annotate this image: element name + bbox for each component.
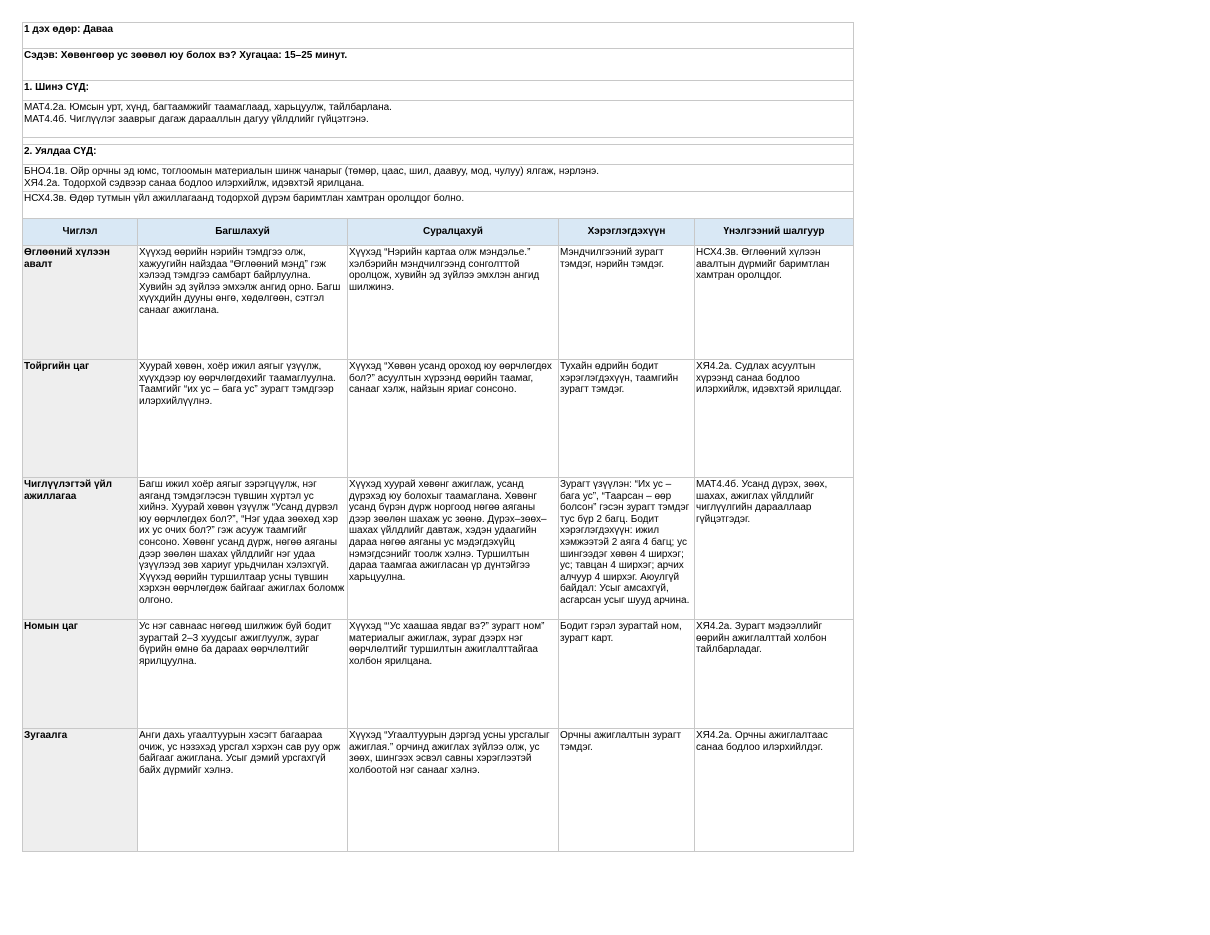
empty-row <box>23 138 854 145</box>
child-cell: Хүүхэд “‘Ус хаашаа явдаг вэ?” зурагт ном” материалыг ажиглаж, зураг дээрх нэг өөрчлөлтийг туршилтын ажиглалттайгаа холбон ярилцана. <box>348 620 559 729</box>
section2-title: 2. Уялдаа СҮД: <box>23 145 854 165</box>
materials-cell: Мэндчилгээний зурагт тэмдэг, нэрийн тэмдэг. <box>559 246 695 360</box>
criteria-cell: МАТ4.4б. Усанд дүрэх, зөөх, шахах, ажиглах үйлдлийг чиглүүлгийн дарааллаар гүйцэтгэдэг. <box>695 478 854 620</box>
child-cell: Хүүхэд хуурай хөвөнг ажиглаж, усанд дүрэхэд юу болохыг таамаглана. Хөвөнг усанд бүрэн дүрж норгоод нөгөө аяганы дээр зөөлөн шахаж ус зөөнө. Дүрэх–зөөх–шахах үйлдлийг давтаж, хэдэн удаагийн дараа нөгөө аяганы ус мэдэгдэхүйц нэмэгдсэнийг тоолж хэлнэ. Туршилтын дараа таамгаа ажигласан үр дүнтэйгээ харьцуулна. <box>348 478 559 620</box>
teacher-cell: Анги дахь угаалтуурын хэсэгт багаараа очиж, ус нэзэхэд урсгал хэрхэн сав руу орж байгааг ажиглана. Усыг дэмий урсгахгүй байх дүрмийг хэлнэ. <box>138 729 348 852</box>
topic-title: Сэдэв: Хөвөнгөөр ус зөөвөл юу болох вэ? Хугацаа: 15–25 минут. <box>23 49 854 81</box>
criteria-cell: НСХ4.3в. Өглөөний хүлээн авалтын дүрмийг баримтлан хамтран оролцдог. <box>695 246 854 360</box>
section1-line: МАТ4.2а. Юмсын урт, хүнд, багтаамжийг таамаглаад, харьцуулж, тайлбарлана. <box>24 102 392 113</box>
materials-cell: Орчны ажиглалтын зурагт тэмдэг. <box>559 729 695 852</box>
child-cell: Хүүхэд “Угаалтуурын дэргэд усны урсгалыг ажиглая.” орчинд ажиглах зүйлээ олж, ус зөөх, шингээх эсвэл савны хэрэглээтэй холбоотой нэг санааг хэлнэ. <box>348 729 559 852</box>
table-row <box>23 729 854 852</box>
col-header-stage: Чиглэл <box>23 219 138 246</box>
section2-body <box>23 165 854 192</box>
table-row <box>23 620 854 729</box>
stage-cell: Чиглүүлэгтэй үйл ажиллагаа <box>23 478 138 620</box>
col-header-criteria: Үнэлгээний шалгуур <box>695 219 854 246</box>
day-title: 1 дэх өдөр: Даваа <box>23 23 854 49</box>
teacher-cell: Ус нэг савнаас нөгөөд шилжиж буй бодит зурагтай 2–3 хуудсыг ажиглуулж, зураг бүрийн өмнө ба дараах өөрчлөлтийг ярилцуулна. <box>138 620 348 729</box>
child-cell: Хүүхэд “Хөвөн усанд ороход юу өөрчлөгдөх бол?” асуултын хүрээнд өөрийн таамаг, санааг хэлж, найзын яриаг сонсоно. <box>348 360 559 478</box>
col-header-materials: Хэрэглэгдэхүүн <box>559 219 695 246</box>
table-row <box>23 478 854 620</box>
materials-cell: Зурагт үзүүлэн: “Их ус – бага ус”, “Таарсан – өөр болсон” гэсэн зурагт тэмдэг тус бүр 2 багц. Бодит хэрэглэгдэхүүн: ижил хэмжээтэй 2 аяга 4 багц; ус шингээдэг хөвөн 4 ширхэг; ус; тавцан 4 ширхэг; арчих алчуур 4 ширхэг. Аюулгүй байдал: Усыг амсахгүй, асгарсан усыг шууд арчина. <box>559 478 695 620</box>
lesson-plan-sheet <box>22 22 853 852</box>
table-row <box>23 360 854 478</box>
stage-cell: Номын цаг <box>23 620 138 729</box>
section1-line: МАТ4.4б. Чиглүүлэг зааврыг дагаж дарааллын дагуу үйлдлийг гүйцэтгэнэ. <box>24 113 369 125</box>
criteria-cell: ХЯ4.2а. Судлах асуултын хүрээнд санаа бодлоо илэрхийлж, идэвхтэй ярилцдаг. <box>695 360 854 478</box>
stage-cell: Зугаалга <box>23 729 138 852</box>
child-cell: Хүүхэд “Нэрийн картаа олж мэндэлье.” хэлбэрийн мэндчилгээнд сонголттой оролцож, хувийн эд зүйлээ эмхлэн ангид шилжинэ. <box>348 246 559 360</box>
criteria-cell: ХЯ4.2а. Зурагт мэдээллийг өөрийн ажиглалттай холбон тайлбарладаг. <box>695 620 854 729</box>
col-header-teacher: Багшлахуй <box>138 219 348 246</box>
table-row <box>23 246 854 360</box>
stage-cell: Тойргийн цаг <box>23 360 138 478</box>
materials-cell: Тухайн өдрийн бодит хэрэглэгдэхүүн, таамгийн зурагт тэмдэг. <box>559 360 695 478</box>
materials-cell: Бодит гэрэл зурагтай ном, зурагт карт. <box>559 620 695 729</box>
section2-extra: НСХ4.3в. Өдөр тутмын үйл ажиллагаанд тодорхой дүрэм баримтлан хамтран оролцдог болно. <box>23 192 854 219</box>
col-header-child: Суралцахуй <box>348 219 559 246</box>
section1-title: 1. Шинэ СҮД: <box>23 81 854 101</box>
lesson-plan-table <box>22 22 854 852</box>
criteria-cell: ХЯ4.2а. Орчны ажиглалтаас санаа бодлоо илэрхийлдэг. <box>695 729 854 852</box>
teacher-cell: Хүүхэд өөрийн нэрийн тэмдгээ олж, хажуугийн найздаа “Өглөөний мэнд” гэж хэлээд тэмдгээ самбарт байрлуулна. Хувийн эд зүйлээ эмхэлж ангид орно. Багш хүүхдийн дууны өнгө, хөдөлгөөн, сэтгэл санааг ажиглана. <box>138 246 348 360</box>
section2-line: БНО4.1в. Ойр орчны эд юмс, тоглоомын материалын шинж чанарыг (төмөр, цаас, шил, даавуу, мод, чулуу) ялгаж, нэрлэнэ. <box>24 166 600 177</box>
teacher-cell: Багш ижил хоёр аягыг зэрэгцүүлж, нэг аяганд тэмдэглэсэн түвшин хүртэл ус хийнэ. Хуурай хөвөн үзүүлж “Усанд дүрвэл юу өөрчлөгдөх бол?”, “Нэг удаа зөөхөд хэр их ус очих бол?” гэж асууж таамгийг сонсоно. Хөвөнг усанд дүрж, нөгөө аяганы дээр зөөлөн шахах үйлдлийг нэг удаа үзүүлээд зөв хариуг урьдчилан хэлэхгүй. Хүүхэд өөрийн туршилтаар усны түвшин хэрхэн өөрчлөгдөж байгааг ажиглах боломж олгоно. <box>138 478 348 620</box>
stage-cell: Өглөөний хүлээн авалт <box>23 246 138 360</box>
teacher-cell: Хуурай хөвөн, хоёр ижил аягыг үзүүлж, хүүхдээр юу өөрчлөгдөхийг таамаглуулна. Таамгийг “их ус – бага ус” зурагт тэмдгээр илэрхийлүүлнэ. <box>138 360 348 478</box>
section1-body <box>23 101 854 138</box>
section2-line: ХЯ4.2а. Тодорхой сэдвээр санаа бодлоо илэрхийлж, идэвхтэй ярилцана. <box>24 177 365 189</box>
